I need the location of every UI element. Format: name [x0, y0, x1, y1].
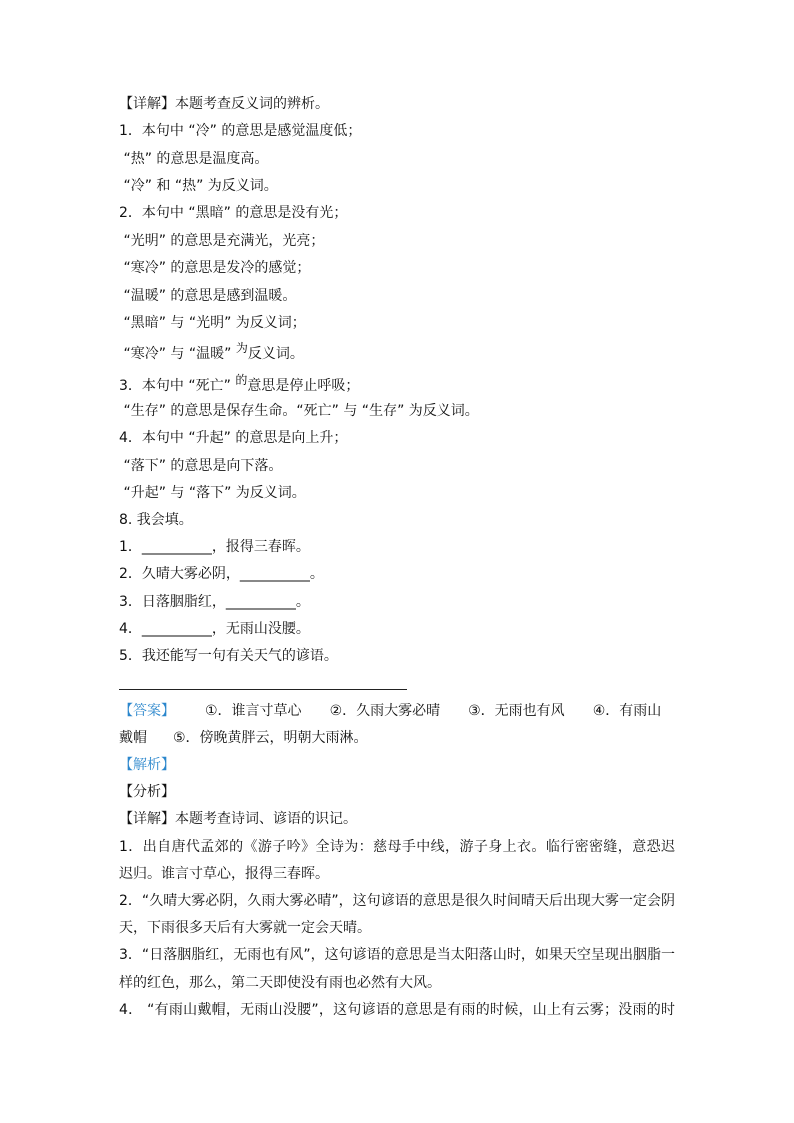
text-line: 1．本句中 “冷” 的意思是感觉温度低；: [119, 123, 362, 139]
question-line: 2．久晴大雾必阴，__________。: [119, 566, 324, 582]
text-line: “温暖” 的意思是感到温暖。: [119, 288, 297, 304]
analysis-line: 迟归。谁言寸草心，报得三春晖。: [119, 866, 329, 882]
text-line: “热” 的意思是温度高。: [119, 151, 269, 167]
answer-line: [119, 729, 368, 747]
analysis-line: 2．“久晴大雾必阴，久雨大雾必晴”，这句谚语的意思是很久时间晴天后出现大雾一定会阴: [119, 893, 675, 909]
question-line: 8. 我会填。: [119, 512, 193, 528]
text-line: [119, 373, 360, 395]
text-segment: “寒冷” 与 “温暖”: [119, 346, 236, 362]
text-line: “落下” 的意思是向下落。: [119, 458, 283, 474]
answer-item: ④．有雨山: [592, 703, 662, 719]
question-line: 5．我还能写一句有关天气的谚语。: [119, 648, 338, 664]
answer-item: ①．谁言寸草心: [205, 703, 302, 719]
question-line: 3．日落胭脂红，__________。: [119, 594, 310, 610]
text-segment: 意思是停止呼吸；: [247, 378, 360, 394]
question-line: 1．__________，报得三春晖。: [119, 539, 310, 555]
text-line: 2．本句中 “黑暗” 的意思是没有光；: [119, 205, 348, 221]
text-line: 【详解】本题考查反义词的辨析。: [119, 96, 329, 112]
answer-divider-line: [119, 689, 407, 690]
question-line: 4．__________，无雨山没腰。: [119, 621, 310, 637]
analysis-line: 样的红色，那么，第二天即使没有雨也必然有大风。: [119, 975, 441, 991]
text-line: “寒冷” 的意思是发冷的感觉；: [119, 260, 311, 276]
analysis-line: 1．出自唐代孟郊的《游子吟》全诗为：慈母手中线，游子身上衣。临行密密缝，意恐迟: [119, 839, 675, 855]
text-segment: 反义词。: [247, 346, 304, 362]
answer-item: ②．久雨大雾必晴: [329, 703, 441, 719]
analysis-line: 【分析】: [119, 784, 175, 800]
raised-char: 的: [235, 373, 248, 387]
analysis-label: 【解析】: [119, 757, 175, 773]
answer-item: ⑤．傍晚黄胖云，明朝大雨淋。: [173, 730, 368, 746]
analysis-line: 4． “有雨山戴帽，无雨山没腰”，这句谚语的意思是有雨的时候，山上有云雾；没雨的时: [119, 1002, 675, 1018]
text-line: 4．本句中 “升起” 的意思是向上升；: [119, 430, 348, 446]
text-line: “光明” 的意思是充满光，光亮；: [119, 233, 325, 249]
answer-line: [119, 702, 661, 720]
analysis-line: 【详解】本题考查诗词、谚语的识记。: [119, 811, 357, 827]
analysis-line: 3．“日落胭脂红，无雨也有风”，这句谚语的意思是当太阳落山时，如果天空呈现出胭脂一: [119, 947, 675, 963]
text-line: “冷” 和 “热” 为反义词。: [119, 178, 278, 194]
text-line: “升起” 与 “落下” 为反义词。: [119, 485, 306, 501]
text-segment: 3．本句中 “死亡”: [119, 378, 236, 394]
answer-continuation: 戴帽: [119, 730, 147, 746]
answer-item: ③．无雨也有风: [468, 703, 565, 719]
analysis-line: 天，下雨很多天后有大雾就一定会天晴。: [119, 920, 371, 936]
answer-label: 【答案】: [119, 703, 175, 719]
raised-char: 为: [235, 341, 248, 355]
text-line: [119, 341, 304, 363]
text-line: “生存” 的意思是保存生命。“死亡” 与 “生存” 为反义词。: [119, 403, 479, 419]
text-line: “黑暗” 与 “光明” 为反义词；: [119, 315, 306, 331]
